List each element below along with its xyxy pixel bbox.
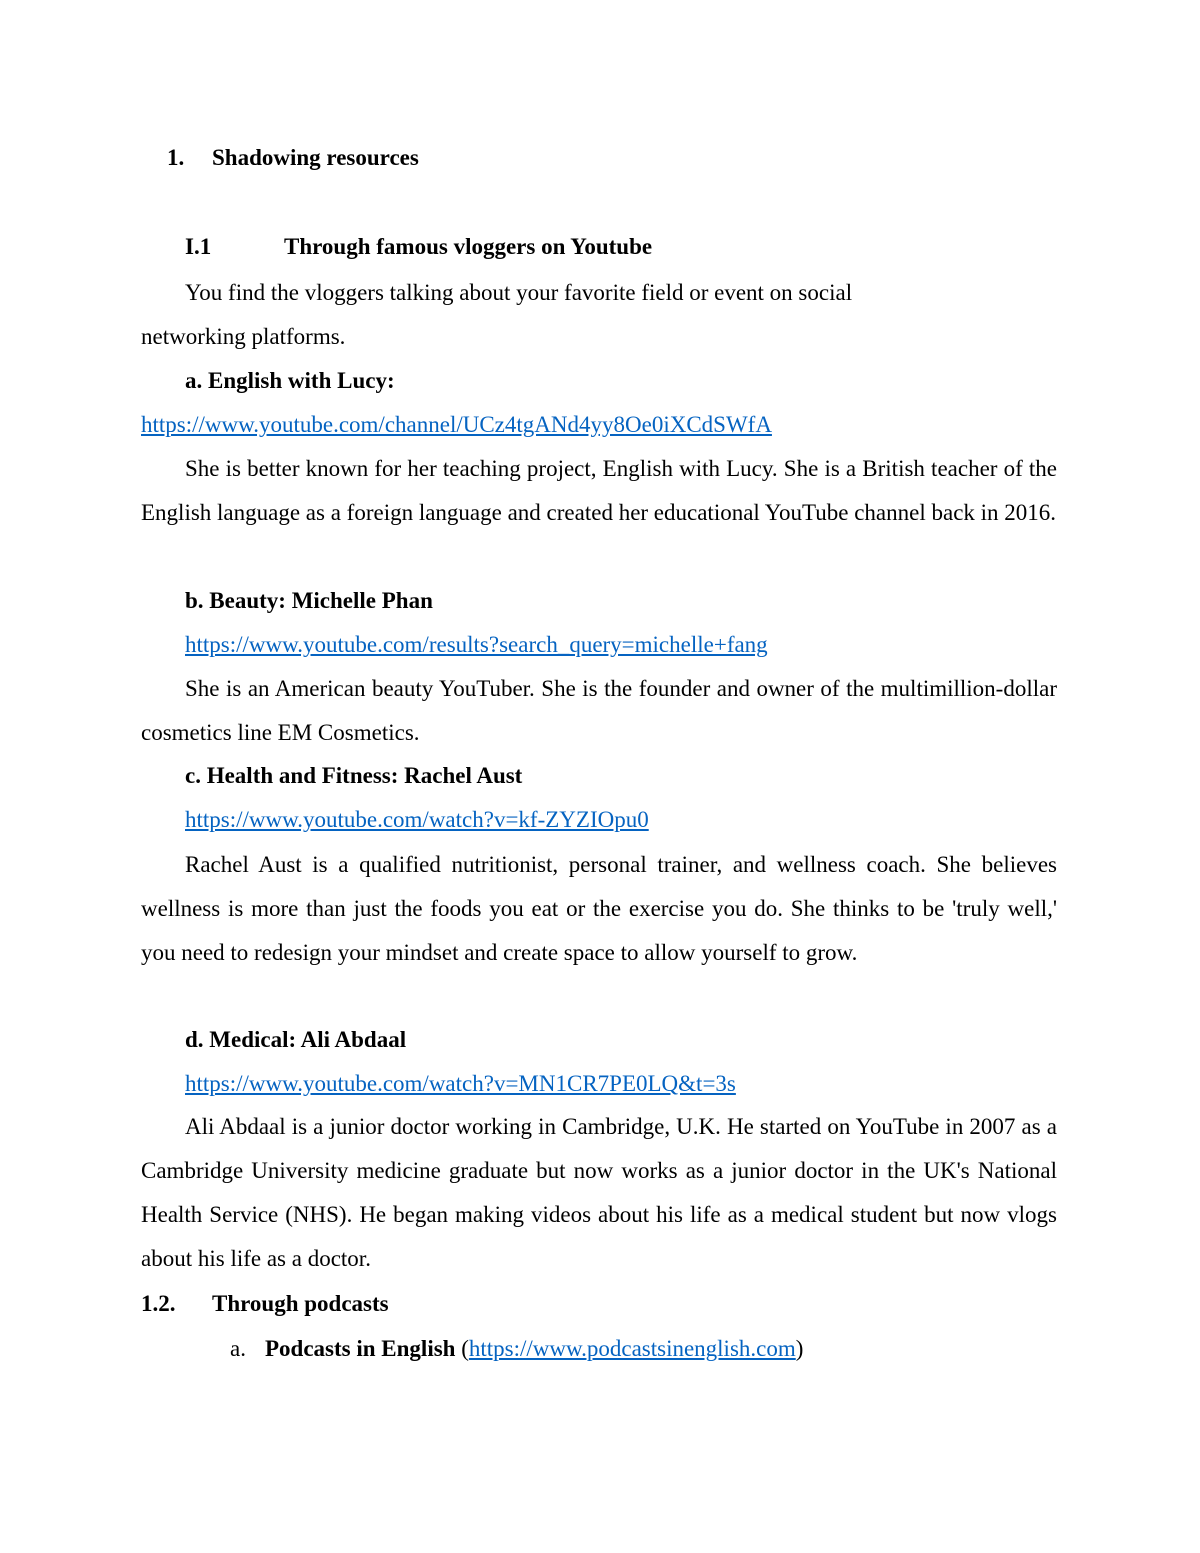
- item-description: Rachel Aust is a qualified nutritionist, personal trainer, and wellness coach. She believes wellness is more than just the foods you eat or the exercise you do. She thinks to be 'truly well,' you need to redesign your mindset and create space to allow yourself to grow.: [141, 852, 1057, 965]
- subsection-title: Through podcasts: [212, 1291, 389, 1316]
- subsection-number: 1.2.: [141, 1291, 176, 1316]
- item-link[interactable]: https://www.youtube.com/channel/UCz4tgANd4yy8Oe0iXCdSWfA: [141, 412, 772, 437]
- item-description: Ali Abdaal is a junior doctor working in Cambridge, U.K. He started on YouTube in 2007 as a Cambridge University medicine graduate but now works as a junior doctor in the UK's National Health Service (NHS). He began making videos about his life as a medical student but now vlogs about his life as a doctor.: [141, 1114, 1057, 1271]
- subsection-number: I.1: [185, 234, 212, 259]
- item-heading: a. English with Lucy:: [185, 368, 395, 393]
- item-heading: b. Beauty: Michelle Phan: [185, 588, 433, 613]
- item-link[interactable]: https://www.youtube.com/results?search_query=michelle+fang: [185, 632, 768, 657]
- item-description: She is an American beauty YouTuber. She is the founder and owner of the multimillion-dollar cosmetics line EM Cosmetics.: [141, 676, 1057, 745]
- podcast-link[interactable]: https://www.podcastsinenglish.com: [468, 1336, 796, 1361]
- close-paren: ): [795, 1336, 804, 1361]
- list-marker: a.: [230, 1336, 246, 1361]
- open-paren: (: [461, 1336, 469, 1361]
- section-title: Shadowing resources: [212, 145, 419, 170]
- podcast-title: Podcasts in English: [265, 1336, 456, 1361]
- section-number: 1.: [167, 145, 185, 170]
- item-heading: d. Medical: Ali Abdaal: [185, 1027, 407, 1052]
- item-heading: c. Health and Fitness: Rachel Aust: [185, 763, 523, 788]
- subsection-title: Through famous vloggers on Youtube: [284, 234, 653, 259]
- item-description: She is better known for her teaching project, English with Lucy. She is a British teacher of the English language as a foreign language and created her educational YouTube channel back in 2016.: [141, 456, 1057, 525]
- podcast-item: [265, 1334, 803, 1364]
- item-link[interactable]: https://www.youtube.com/watch?v=kf-ZYZIOpu0: [185, 807, 649, 832]
- item-link[interactable]: https://www.youtube.com/watch?v=MN1CR7PE0LQ&t=3s: [185, 1071, 736, 1096]
- intro-line-1: You find the vloggers talking about your favorite field or event on social: [185, 280, 853, 305]
- intro-line-2: networking platforms.: [141, 324, 346, 349]
